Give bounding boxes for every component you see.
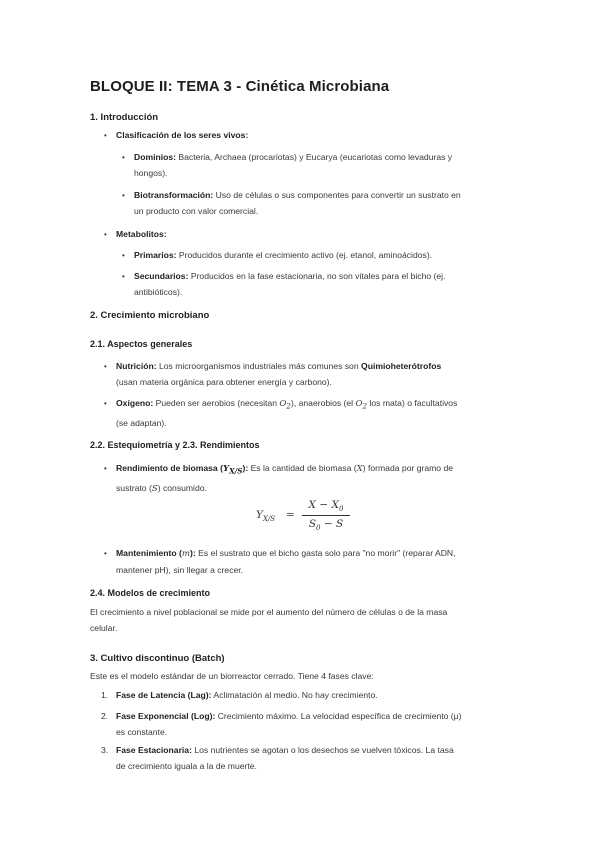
o2-symbol: $O_2$ [355,399,368,411]
list-item-fase-latencia: Fase de Latencia (Lag): Aclimatación al medio. No hay crecimiento. [116,690,378,700]
list-item-clasificacion: Clasificación de los seres vivos: [116,130,249,140]
list-item-fase-estacionaria: Fase Estacionaria: Los nutrientes se agotan o los desechos se vuelven tóxicos. La tasa de crecimiento iguala a la de muerte. [116,745,454,771]
list-number: 3. [101,745,109,755]
list-item-fase-exponencial: Fase Exponencial (Log): Crecimiento máximo. La velocidad específica de crecimiento (μ) es constante. [116,711,462,737]
bullet-icon: • [122,272,125,281]
list-number: 1. [101,690,109,700]
document-title: BLOQUE II: TEMA 3 - Cinética Microbiana [90,78,390,95]
section-2-2-heading: 2.2. Estequiometría y 2.3. Rendimientos [90,440,260,450]
list-item-nutricion: Nutrición: Los microorganismos industriales más comunes son Quimioheterótrofos (usan materia orgánica para obtener energía y carbono). [116,361,442,387]
bullet-icon: • [104,399,107,408]
list-item-dominios: Dominios: Bacteria, Archaea (procariotas) y Eucarya (eucariotas como levaduras y hongos). [134,152,453,178]
section-2-1-heading: 2.1. Aspectos generales [90,339,193,349]
fraction-bar [302,515,350,516]
section-3-heading: 3. Cultivo discontinuo (Batch) [90,653,225,664]
list-item-biotransformacion: Biotransformación: Uso de células o sus componentes para convertir un sustrato en un producto con valor comercial. [134,190,461,216]
bullet-icon: • [104,131,107,140]
o2-symbol: $O_2$ [279,399,291,411]
list-item-mantenimiento: Mantenimiento (m): Es el sustrato que el bicho gasta solo para "no morir" (reparar ADN, mantener pH), sin llegar a crecer. [116,548,456,575]
list-item-primarios: Primarios: Producidos durante el crecimiento activo (ej. etanol, aminoácidos). [134,250,433,260]
yield-formula: $Y_{X/S}$ = $X - X_0$ $S_0 - S$ [256,499,376,533]
bullet-icon: • [104,362,107,371]
bullet-icon: • [104,549,107,558]
list-number: 2. [101,711,109,721]
section-1-heading: 1. Introducción [90,112,159,123]
bullet-icon: • [122,191,125,200]
bullet-icon: • [122,251,125,260]
bullet-icon: • [122,153,125,162]
section-2-heading: 2. Crecimiento microbiano [90,310,210,321]
section-2-4-heading: 2.4. Modelos de crecimiento [90,588,211,598]
bullet-icon: • [104,464,107,473]
section-2-4-paragraph: El crecimiento a nivel poblacional se mide por el aumento del número de células o de la masa celular. [90,607,448,633]
section-3-intro: Este es el modelo estándar de un biorreactor cerrado. Tiene 4 fases clave: [90,671,374,681]
list-item-oxigeno: Oxígeno: Pueden ser aerobios (necesitan $O_2$), anaerobios (el $O_2$ los mata) o facultativos (se adaptan). [116,398,458,428]
list-item-metabolitos: Metabolitos: [116,229,167,239]
list-item-secundarios: Secundarios: Producidos en la fase estacionaria, no son vitales para el bicho (ej. antibióticos). [134,271,446,297]
bullet-icon: • [104,230,107,239]
list-item-rendimiento: Rendimiento de biomasa $(Y_{X/S})$: Es la cantidad de biomasa (X) formada por gramo de sustrato (S) consumido. [116,463,454,494]
